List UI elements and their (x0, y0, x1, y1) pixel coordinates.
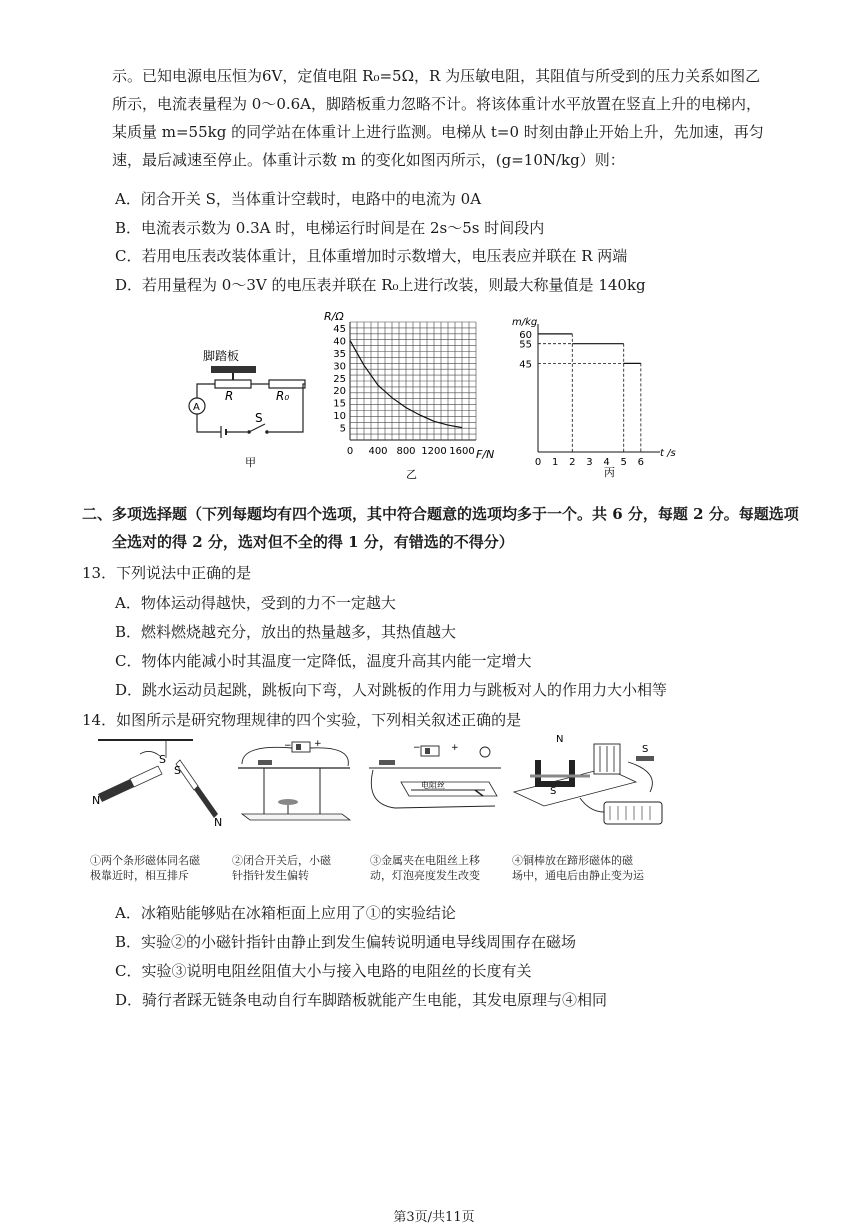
yi-ytick-label: 30 (333, 361, 346, 373)
yi-xtick-label: 1200 (421, 446, 447, 457)
experiment-1-magnets (88, 734, 238, 834)
experiment-4-copper-rod (510, 732, 675, 837)
exp4-caption-line1: ④铜棒放在蹄形磁体的磁 (512, 854, 633, 867)
r-label: R (225, 389, 234, 403)
experiment-2-oersted (232, 734, 357, 834)
exp4-switch-label: S (642, 744, 649, 755)
pedal-label: 脚踏板 (203, 349, 240, 363)
q14-option-a: A．冰箱贴能够贴在冰箱柜面上应用了①的实验结论 (115, 904, 456, 922)
r0-label: R₀ (276, 389, 290, 403)
exp2-plus: + (314, 739, 322, 749)
yi-ytick-label: 20 (333, 386, 346, 398)
yi-ytick-label: 5 (339, 423, 346, 435)
exp2-minus: − (284, 741, 292, 751)
exp1-caption-line1: ①两个条形磁体同名磁 (90, 854, 200, 867)
exp1-s-label-1: S (159, 753, 166, 766)
exp1-caption-line2: 极靠近时，相互排斥 (90, 869, 189, 882)
resistor-r0 (269, 380, 305, 388)
yi-ytick-label: 10 (333, 411, 346, 423)
bing-xtick-label: 2 (569, 457, 576, 468)
q13-stem: 13．下列说法中正确的是 (82, 564, 252, 582)
caption-bing: 丙 (604, 466, 615, 479)
exp4-caption-line2: 场中，通电后由静止变为运 (512, 869, 644, 882)
exp4-n-label: N (556, 734, 564, 745)
experiment-3-resistance-wire (365, 734, 505, 834)
pedal-plate (211, 366, 256, 373)
yi-ylabel: R/Ω (324, 310, 344, 323)
exp3-plus: + (451, 743, 459, 753)
q13-option-b: B．燃料燃烧越充分，放出的热量越多，其热值越大 (115, 623, 457, 641)
bing-ytick-label: 55 (519, 339, 532, 351)
switch-icon (636, 756, 654, 761)
exp3-caption-line2: 动，灯泡亮度发生改变 (370, 869, 480, 882)
yi-ytick-label: 35 (333, 348, 346, 360)
exp3-minus: − (413, 743, 421, 753)
yi-xtick-label: 400 (368, 446, 388, 457)
caption-jia: 甲 (245, 456, 256, 469)
yi-ytick-label: 25 (333, 373, 346, 385)
yi-ytick-label: 40 (333, 336, 346, 348)
exp1-caption (90, 853, 200, 883)
exp1-n-label-1: N (92, 794, 101, 807)
ammeter-label: A (193, 402, 200, 413)
section2-heading-2: 全选对的得 2 分，选对但不全的得 1 分，有错选的不得分） (112, 533, 514, 551)
exp1-n-label-2: N (214, 816, 223, 829)
resistor-r (215, 380, 251, 388)
exp2-caption-line2: 针指针发生偏转 (232, 869, 309, 882)
q14-option-d: D．骑行者踩无链条电动自行车脚踏板就能产生电能，其发电原理与④相同 (115, 991, 608, 1009)
figure-jia-circuit (185, 340, 315, 470)
q13-option-a: A．物体运动得越快，受到的力不一定越大 (115, 594, 396, 612)
bing-ytick-label: 45 (519, 359, 532, 371)
exp4-s-label: S (550, 786, 557, 797)
yi-xtick-label: 1600 (449, 446, 475, 457)
bing-ytick-label: 60 (519, 329, 532, 341)
q13-option-c: C．物体内能减小时其温度一定降低，温度升高其内能一定增大 (115, 652, 532, 670)
bing-ylabel: m/kg (512, 317, 538, 328)
section2-heading: 二、多项选择题（下列每题均有四个选项，其中符合题意的选项均多于一个。共 6 分，每题 2 分。每题选项 (82, 505, 799, 523)
q12-option-d: D．若用量程为 0～3V 的电压表并联在 R₀上进行改装，则最大称量值是 140kg (115, 276, 646, 294)
q12-option-b: B．电流表示数为 0.3A 时，电梯运行时间是在 2s～5s 时间段内 (115, 219, 545, 237)
bing-xtick-label: 4 (603, 457, 610, 468)
bing-xtick-label: 0 (534, 457, 542, 468)
exp2-caption (232, 853, 331, 883)
rheostat-icon (604, 802, 662, 824)
switch-icon (249, 424, 265, 432)
figure-yi-chart (318, 308, 508, 480)
exp4-caption (512, 853, 644, 883)
compass-needle-icon (278, 799, 298, 805)
yi-xtick-label: 800 (396, 446, 416, 457)
exp1-s-label-2: S (174, 764, 181, 777)
yi-ytick-label: 15 (333, 398, 346, 410)
q12-option-c: C．若用电压表改装体重计，且体重增加时示数增大，电压表应并联在 R 两端 (115, 247, 628, 265)
q14-option-c: C．实验③说明电阻丝阻值大小与接入电路的电阻丝的长度有关 (115, 962, 532, 980)
yi-xtick-label: 0 (346, 446, 354, 457)
switch-icon (258, 760, 272, 765)
bulb-icon (480, 747, 490, 757)
page-footer: 第3页/共11页 (393, 1210, 475, 1225)
yi-xlabel: F/N (476, 448, 495, 461)
switch-label: S (255, 411, 263, 425)
bing-xtick-label: 3 (586, 457, 593, 468)
yi-ytick-label: 45 (333, 324, 346, 335)
caption-yi: 乙 (406, 468, 417, 480)
q14-stem: 14．如图所示是研究物理规律的四个实验，下列相关叙述正确的是 (82, 711, 522, 729)
bing-xlabel: t /s (660, 448, 676, 459)
q12-paragraph: 示。已知电源电压恒为6V，定值电阻 R₀=5Ω，R 为压敏电阻，其阻值与所受到的压力关系如图乙所示，电流表量程为 0～0.6A，脚踏板重力忽略不计。将该体重计水平放置在竖直上升的电梯内，某质量 m=55kg 的同学站在体重计上进行监测。电梯从 t=0 时刻由静止开始上升，先加速，再匀速，最后减速至停止。体重计示数 m 的变化如图丙所示，(g=10N/kg）则： (112, 67, 764, 169)
exp3-wire-label: 电阻丝 (421, 781, 445, 790)
exp2-caption-line1: ②闭合开关后，小磁 (232, 854, 331, 867)
bing-xtick-label: 6 (637, 457, 645, 468)
q14-option-b: B．实验②的小磁针指针由静止到发生偏转说明通电导线周围存在磁场 (115, 933, 577, 951)
bing-xtick-label: 5 (620, 457, 627, 468)
q12-option-a: A．闭合开关 S，当体重计空载时，电路中的电流为 0A (115, 190, 482, 208)
bing-xtick-label: 1 (551, 457, 559, 468)
q13-option-d: D．跳水运动员起跳，跳板向下弯，人对跳板的作用力与跳板对人的作用力大小相等 (115, 681, 668, 699)
exp3-caption (370, 853, 480, 883)
figure-bing-chart (508, 310, 688, 480)
exp3-caption-line1: ③金属夹在电阻丝上移 (370, 854, 480, 867)
switch-icon (379, 760, 395, 765)
